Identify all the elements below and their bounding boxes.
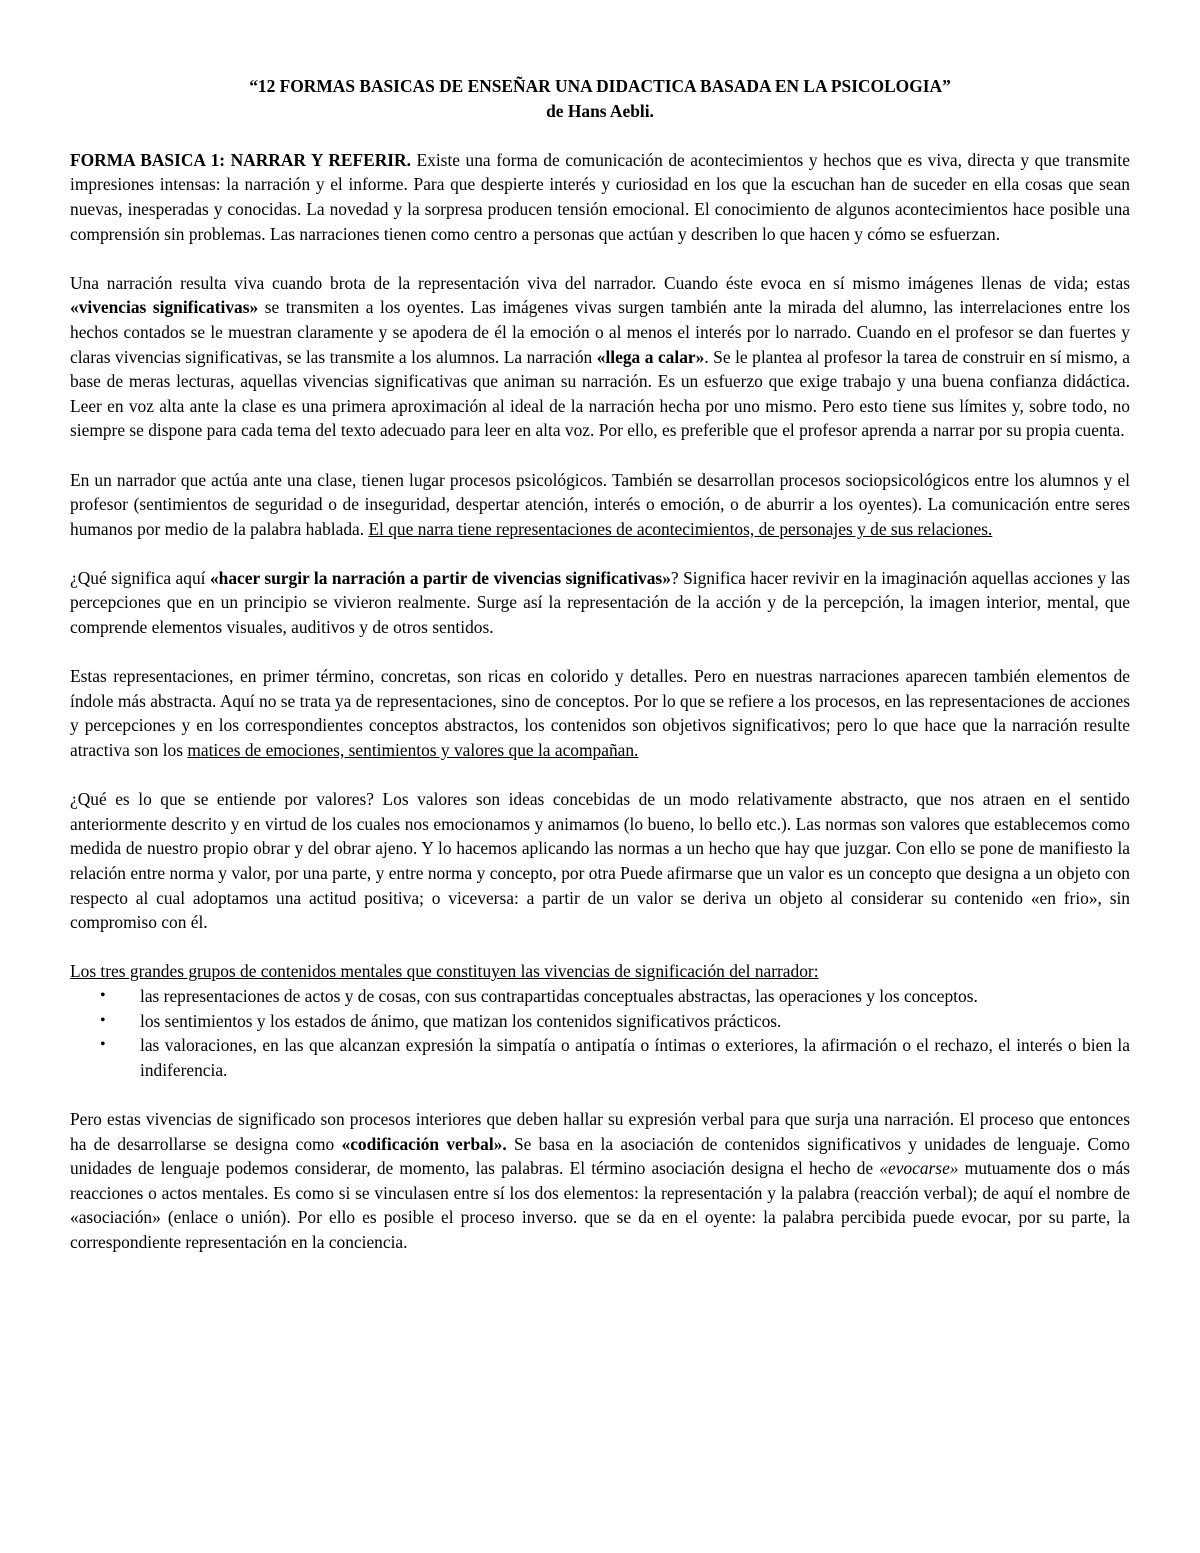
underlined-text: matices de emociones, sentimientos y valores que la acompañan. [187, 740, 639, 761]
paragraph-8 [70, 1107, 1130, 1255]
emphasis-vivencias: «vivencias significativas» [70, 297, 259, 318]
bullet-icon: • [100, 1036, 106, 1054]
emphasis-llega-a-calar: «llega a calar» [596, 346, 705, 367]
paragraph-2-text-b: se transmiten a los oyentes. Las imágenes vivas surgen también ante la mirada del alumno, las interrelaciones entre los hechos contados se le muestran claramente y se apodera de él la emoción o al menos el interés por lo narrado. Cuando en el profesor se dan fuertes y claras vivencias significativas, se las transmite a los alumnos. La narración [70, 297, 1131, 367]
paragraph-8-text-a: Pero estas vivencias de significado son procesos interiores que deben hallar su expresión verbal para que surja una narración. El proceso que entonces ha de desarrollarse se designa como [70, 1108, 1130, 1154]
paragraph-2-text-c: . Se le plantea al profesor la tarea de construir en sí mismo, a base de meras lecturas, aquellas vivencias significativas que animan su narración. Es un esfuerzo que exige trabajo y una buena confianza didáctica. Leer en voz alta ante la clase es una primera aproximación al ideal de la narración hecha por uno mismo. Pero esto tiene sus límites y, sobre todo, no siempre se dispone para cada tema del texto adecuado para leer en alta voz. Por ello, es preferible que el profesor aprenda a narrar por su propia cuenta. [70, 346, 1130, 441]
paragraph-8-text-b: Se basa en la asociación de contenidos significativos y unidades de lenguaje. Como unidades de lenguaje podemos considerar, de momento, las palabras. El término asociación designa el hecho de [70, 1133, 1130, 1179]
paragraph-6: ¿Qué es lo que se entiende por valores? Los valores son ideas concebidas de un modo relativamente abstracto, que nos atraen en el sentido anteriormente descrito y en virtud de los cuales nos emocionamos y animamos (lo bueno, lo bello etc.). Las normas son valores que establecemos como medida de nuestro propio obrar y del obrar ajeno. Y lo hacemos aplicando las normas a un hecho que hay que juzgar. Con ello se pone de manifiesto la relación entre norma y valor, por una parte, y entre norma y concepto, por otra Puede afirmarse que un valor es un concepto que designa a un objeto con respecto al cual adoptamos una actitud positiva; o viceversa: a partir de un valor se deriva un objeto al considerar su contenido «en frio», sin compromiso con él. [70, 789, 1130, 933]
section-heading: FORMA BASICA 1: NARRAR Y REFERIR. [70, 149, 411, 170]
paragraph-2-text-a: Una narración resulta viva cuando brota de la representación viva del narrador. Cuando éste evoca en sí mismo imágenes llenas de vida; estas [70, 272, 1130, 293]
emphasis-evocarse: «evocarse» [879, 1158, 959, 1179]
paragraph-3-text: En un narrador que actúa ante una clase, tienen lugar procesos psicológicos. También se desarrollan procesos sociopsicológicos entre los alumnos y el profesor (sentimientos de seguridad o de inseguridad, despertar atención, interés o emoción, o de aburrir a los oyentes). La comunicación entre seres humanos por medio de la palabra hablada. [70, 469, 1130, 539]
paragraph-8-text-c: mutuamente dos o más reacciones o actos mentales. Es como si se vinculasen entre sí los dos elementos: la representación y la palabra (reacción verbal); de aquí el nombre de «asociación» (enlace o unión). Por ello es posible el proceso inverso. que se da en el oyente: la palabra percibida puede evocar, por su parte, la correspondiente representación en la conciencia. [70, 1158, 1130, 1252]
document-title: “12 FORMAS BASICAS DE ENSEÑAR UNA DIDACTICA BASADA EN LA PSICOLOGIA” [249, 76, 951, 96]
paragraph-5 [70, 664, 1130, 762]
bullet-icon: • [100, 986, 106, 1004]
paragraph-2 [70, 271, 1130, 443]
list-item [70, 984, 1130, 1009]
underlined-text: El que narra tiene representaciones de acontecimientos, de personajes y de sus relaciones. [368, 518, 993, 539]
list-item-text: los sentimientos y los estados de ánimo, que matizan los contenidos significativos prácticos. [140, 1010, 782, 1031]
paragraph-4-text-b: ? Significa hacer revivir en la imaginación aquellas acciones y las percepciones que en un principio se vivieron realmente. Surge así la representación de la acción y de la percepción, la imagen interior, mental, que comprende elementos visuales, auditivos y de otros sentidos. [70, 567, 1131, 638]
bullet-list [70, 984, 1130, 1082]
document-author: de Hans Aebli. [546, 100, 654, 121]
bullet-icon: • [100, 1011, 106, 1029]
paragraph-1-text: Existe una forma de comunicación de acontecimientos y hechos que es viva, directa y que transmite impresiones intensas: la narración y el informe. Para que despierte interés y curiosidad en los que la escuchan han de suceder en ella cosas que sean nuevas, inesperadas y conocidas. La novedad y la sorpresa producen tensión emocional. El conocimiento de algunos acontecimientos hace posible una comprensión sin problemas. Las narraciones tienen como centro a personas que actúan y describen lo que hacen y cómo se esfuerzan. [70, 149, 1130, 244]
list-item-text: las valoraciones, en las que alcanzan expresión la simpatía o antipatía o íntimas o exteriores, la afirmación o el rechazo, el interés o bien la indiferencia. [140, 1035, 1130, 1080]
list-item [70, 1033, 1130, 1082]
list-item [70, 1009, 1130, 1034]
paragraph-4 [70, 566, 1130, 640]
list-item-text: las representaciones de actos y de cosas, con sus contrapartidas conceptuales abstractas, las operaciones y los conceptos. [140, 985, 978, 1006]
paragraph-4-text-a: ¿Qué significa aquí [70, 567, 210, 588]
emphasis-codificacion-verbal: «codificación verbal». [341, 1133, 507, 1154]
emphasis-hacer-surgir: «hacer surgir la narración a partir de vivencias significativas» [209, 567, 671, 588]
paragraph-3 [70, 468, 1130, 542]
paragraph-5-text: Estas representaciones, en primer término, concretas, son ricas en colorido y detalles. Pero en nuestras narraciones aparecen también elementos de índole más abstracta. Aquí no se trata ya de representaciones, sino de conceptos. Por lo que se refiere a los procesos, en las representaciones de acciones y percepciones y en los correspondientes conceptos abstractos, los contenidos son objetivos significativos; pero lo que hace que la narración resulte atractiva son los [70, 666, 1130, 761]
paragraph-1 [70, 148, 1130, 246]
document-page [70, 74, 1130, 1255]
list-heading: Los tres grandes grupos de contenidos mentales que constituyen las vivencias de significación del narrador: [70, 961, 819, 982]
